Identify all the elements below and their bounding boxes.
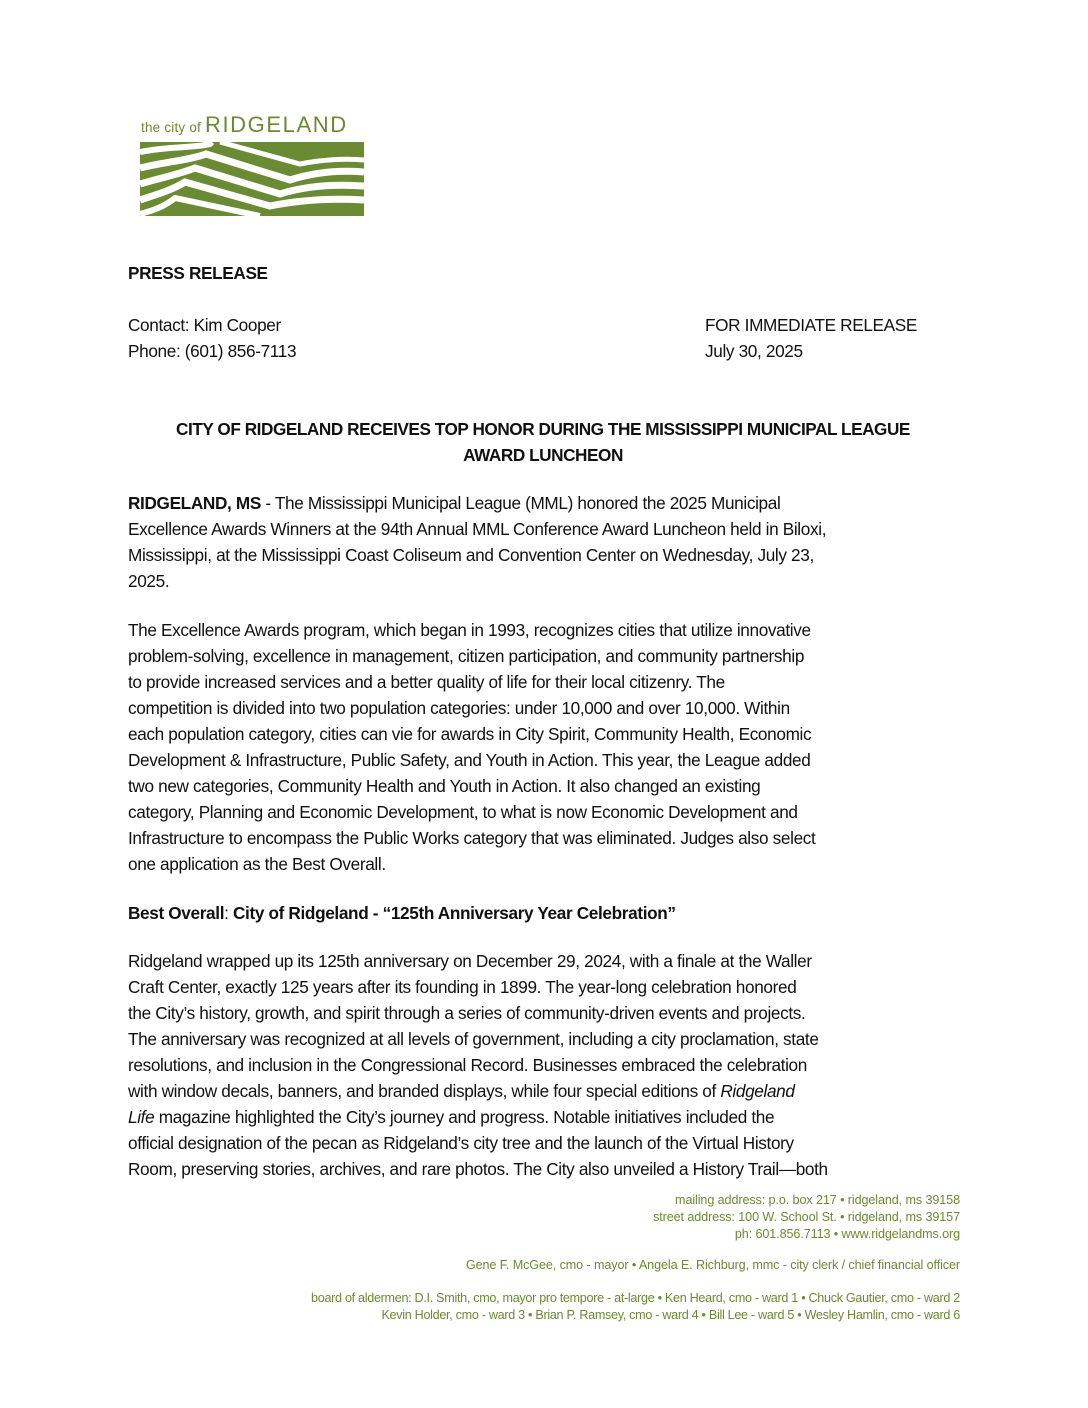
best-overall-winner: City of Ridgeland - “125th Anniversary Year Celebration” [232,903,676,923]
paragraph-line: Development & Infrastructure, Public Safety, and Youth in Action. This year, the League added [128,750,811,770]
paragraph-line: The Excellence Awards program, which began in 1993, recognizes cities that utilize innovative [128,620,811,640]
paragraph-intro [128,490,968,594]
rolling-hills-logo-icon [140,142,364,216]
footer-address [653,1192,960,1243]
release-type: FOR IMMEDIATE RELEASE [705,315,917,335]
best-overall-label: Best Overall [128,903,225,923]
paragraph-line [128,1078,968,1104]
headline-line-1: CITY OF RIDGELAND RECEIVES TOP HONOR DURING THE MISSISSIPPI MUNICIPAL LEAGUE [176,419,910,439]
contact-name: Contact: Kim Cooper [128,315,281,335]
paragraph-line: Infrastructure to encompass the Public Works category that was eliminated. Judges also select [128,828,816,848]
paragraph-text: - The Mississippi Municipal League (MML) honored the 2025 Municipal [260,493,781,513]
paragraph-text: magazine highlighted the City’s journey and progress. Notable initiatives included the [154,1107,775,1127]
city-logo [140,112,364,216]
logo-city-name: RIDGELAND [204,112,348,137]
contact-phone: Phone: (601) 856-7113 [128,341,297,361]
paragraph-line: Mississippi, at the Mississippi Coast Coliseum and Convention Center on Wednesday, July 23, [128,545,814,565]
logo-wordmark [141,112,348,138]
phone-website: ph: 601.856.7113 • www.ridgelandms.org [734,1227,960,1241]
paragraph-line [128,1104,968,1130]
release-date: July 30, 2025 [705,341,803,361]
footer-officials [466,1257,960,1274]
paragraph-line: Excellence Awards Winners at the 94th Annual MML Conference Award Luncheon held in Biloxi, [128,519,827,539]
paragraph-line: Ridgeland wrapped up its 125th anniversary on December 29, 2024, with a finale at the Waller [128,951,812,971]
paragraph-line: 2025. [128,571,170,591]
paragraph-line: each population category, cities can vie for awards in City Spirit, Community Health, Economic [128,724,812,744]
officials-line: Gene F. McGee, cmo - mayor • Angela E. Richburg, mmc - city clerk / chief financial officer [465,1258,960,1272]
mailing-address: mailing address: p.o. box 217 • ridgeland, ms 39158 [675,1193,960,1207]
paragraph-line [128,490,968,516]
street-address: street address: 100 W. School St. • ridgeland, ms 39157 [653,1210,960,1224]
footer-board [311,1290,960,1324]
paragraph-line: resolutions, and inclusion in the Congressional Record. Businesses embraced the celebration [128,1055,807,1075]
headline-line-2: AWARD LUNCHEON [463,445,623,465]
dateline: RIDGELAND, MS [128,493,261,513]
paragraph-program [128,617,968,877]
paragraph-line: category, Planning and Economic Development, to what is now Economic Development and [128,802,798,822]
best-overall-heading [128,900,676,926]
paragraph-text: with window decals, banners, and branded displays, while four special editions of [128,1081,721,1101]
magazine-title: Ridgeland [720,1081,795,1101]
paragraph-line: two new categories, Community Health and Youth in Action. It also changed an existing [128,776,761,796]
paragraph-line: one application as the Best Overall. [128,854,386,874]
paragraph-line: the City’s history, growth, and spirit through a series of community-driven events and projects. [128,1003,806,1023]
paragraph-line: official designation of the pecan as Ridgeland’s city tree and the launch of the Virtual History [128,1133,794,1153]
logo-prefix: the city of [141,120,201,135]
paragraph-line: Craft Center, exactly 125 years after its founding in 1899. The year-long celebration honored [128,977,797,997]
paragraph-anniversary [128,948,968,1182]
best-overall-separator: : [224,903,233,923]
paragraph-line: The anniversary was recognized at all levels of government, including a city proclamation, state [128,1029,819,1049]
press-release-label: PRESS RELEASE [128,263,268,283]
headline [128,416,958,468]
paragraph-line: competition is divided into two population categories: under 10,000 and over 10,000. Within [128,698,790,718]
paragraph-line: Room, preserving stories, archives, and rare photos. The City also unveiled a History Trail—both [128,1159,828,1179]
board-line-2: Kevin Holder, cmo - ward 3 • Brian P. Ramsey, cmo - ward 4 • Bill Lee - ward 5 • Wesley Hamlin, cmo - ward 6 [381,1308,960,1322]
board-line-1: board of aldermen: D.I. Smith, cmo, mayor pro tempore - at-large • Ken Heard, cmo - ward 1 • Chuck Gautier, cmo - ward 2 [311,1291,960,1305]
paragraph-line: to provide increased services and a better quality of life for their local citizenry. The [128,672,725,692]
paragraph-line: problem-solving, excellence in management, citizen participation, and community partnership [128,646,805,666]
magazine-title: Life [128,1107,155,1127]
